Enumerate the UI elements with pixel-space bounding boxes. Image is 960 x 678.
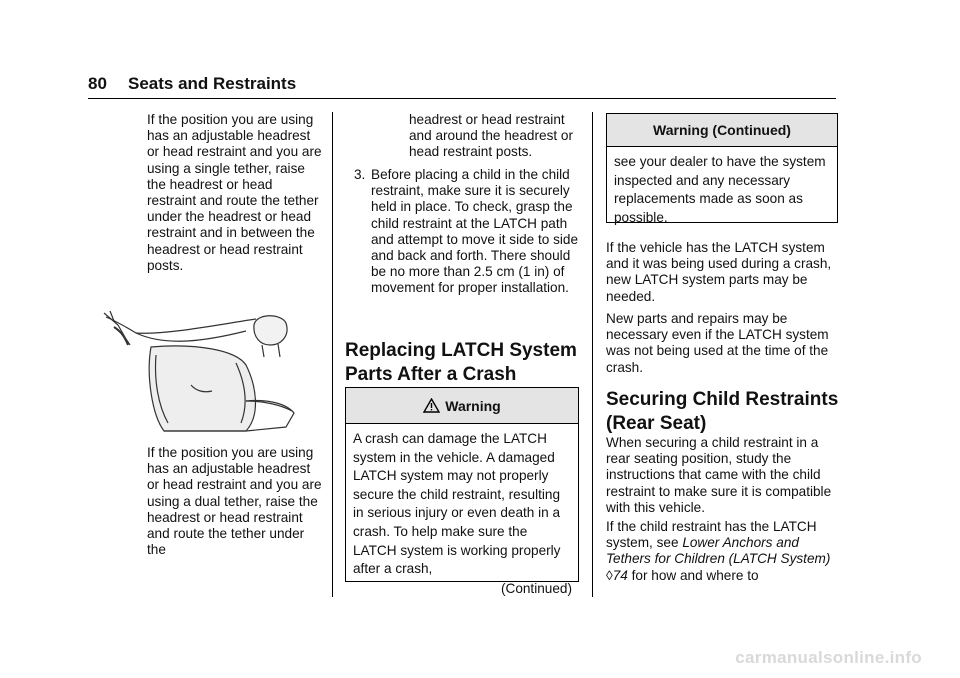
column-divider-left <box>332 112 333 597</box>
single-tether-paragraph: If the position you are using has an adjustable headrest or head restraint and you are using a single tether, raise the headrest or head restraint and route the tether under the headrest or head restraint and in between the headrest or head restraint posts. <box>147 112 322 273</box>
continued-paragraph: headrest or head restraint and around the headrest or head restraint posts. <box>409 112 574 160</box>
section-title: Seats and Restraints <box>128 74 297 93</box>
warning-continued-box <box>606 113 838 223</box>
warning-continued-label: (Continued) <box>500 580 572 596</box>
replacing-latch-heading: Replacing LATCH System Parts After a Crash <box>345 340 577 385</box>
reference-suffix: for how and where to <box>627 567 759 583</box>
page-number: 80 <box>88 74 107 93</box>
warning-body: A crash can damage the LATCH system in the vehicle. A damaged LATCH system may not properly secure the child restraint, resulting in serious injury or even death in a crash. To help make sure the LATCH system is working properly after a crash, <box>353 431 561 577</box>
securing-child-restraints-heading: Securing Child Restraints (Rear Seat) <box>606 389 839 434</box>
reference-prefix: If the child restraint has the LATCH system, see <box>606 519 817 551</box>
latch-reference-paragraph <box>606 519 840 584</box>
warning-continued-body: see your dealer to have the system inspected and any necessary replacements made as soon as possible. <box>614 154 826 225</box>
lower-anchors-link[interactable]: Lower Anchors and Tethers for Children (LATCH System) <box>606 535 831 567</box>
page-reference-icon: ◊ <box>606 567 613 583</box>
warning-header <box>346 388 578 424</box>
step-text: Before placing a child in the child restraint, make sure it is securely held in place. To check, grasp the child restraint at the LATCH path and attempt to move it side to side and back and forth. There should be no more than 2.5 cm (1 in) of movement for proper installation. <box>371 167 579 296</box>
warning-box <box>345 387 579 596</box>
header-divider <box>88 98 836 99</box>
rear-seat-instructions-paragraph: When securing a child restraint in a rear seating position, study the instructions that came with the child restraint to make sure it is compatible with this vehicle. <box>606 435 832 515</box>
latch-used-paragraph: If the vehicle has the LATCH system and it was being used during a crash, new LATCH system parts may be needed. <box>606 240 832 304</box>
dual-tether-seat-illustration <box>96 305 301 433</box>
column-divider-right <box>592 112 593 597</box>
page-reference-number[interactable]: 74 <box>612 567 628 583</box>
latch-not-used-paragraph: New parts and repairs may be necessary even if the LATCH system was not being used at the time of the crash. <box>606 311 829 375</box>
warning-title: Warning <box>445 398 501 414</box>
warning-continued-header: Warning (Continued) <box>607 114 837 147</box>
page-header <box>88 74 296 94</box>
warning-icon <box>423 398 440 413</box>
step-number: 3. <box>354 167 366 182</box>
dual-tether-paragraph: If the position you are using has an adjustable headrest or head restraint and you are using a dual tether, raise the headrest or head restraint and route the tether under the <box>147 445 322 558</box>
site-watermark: carmanualsonline.info <box>735 648 922 667</box>
step-3 <box>354 167 586 297</box>
